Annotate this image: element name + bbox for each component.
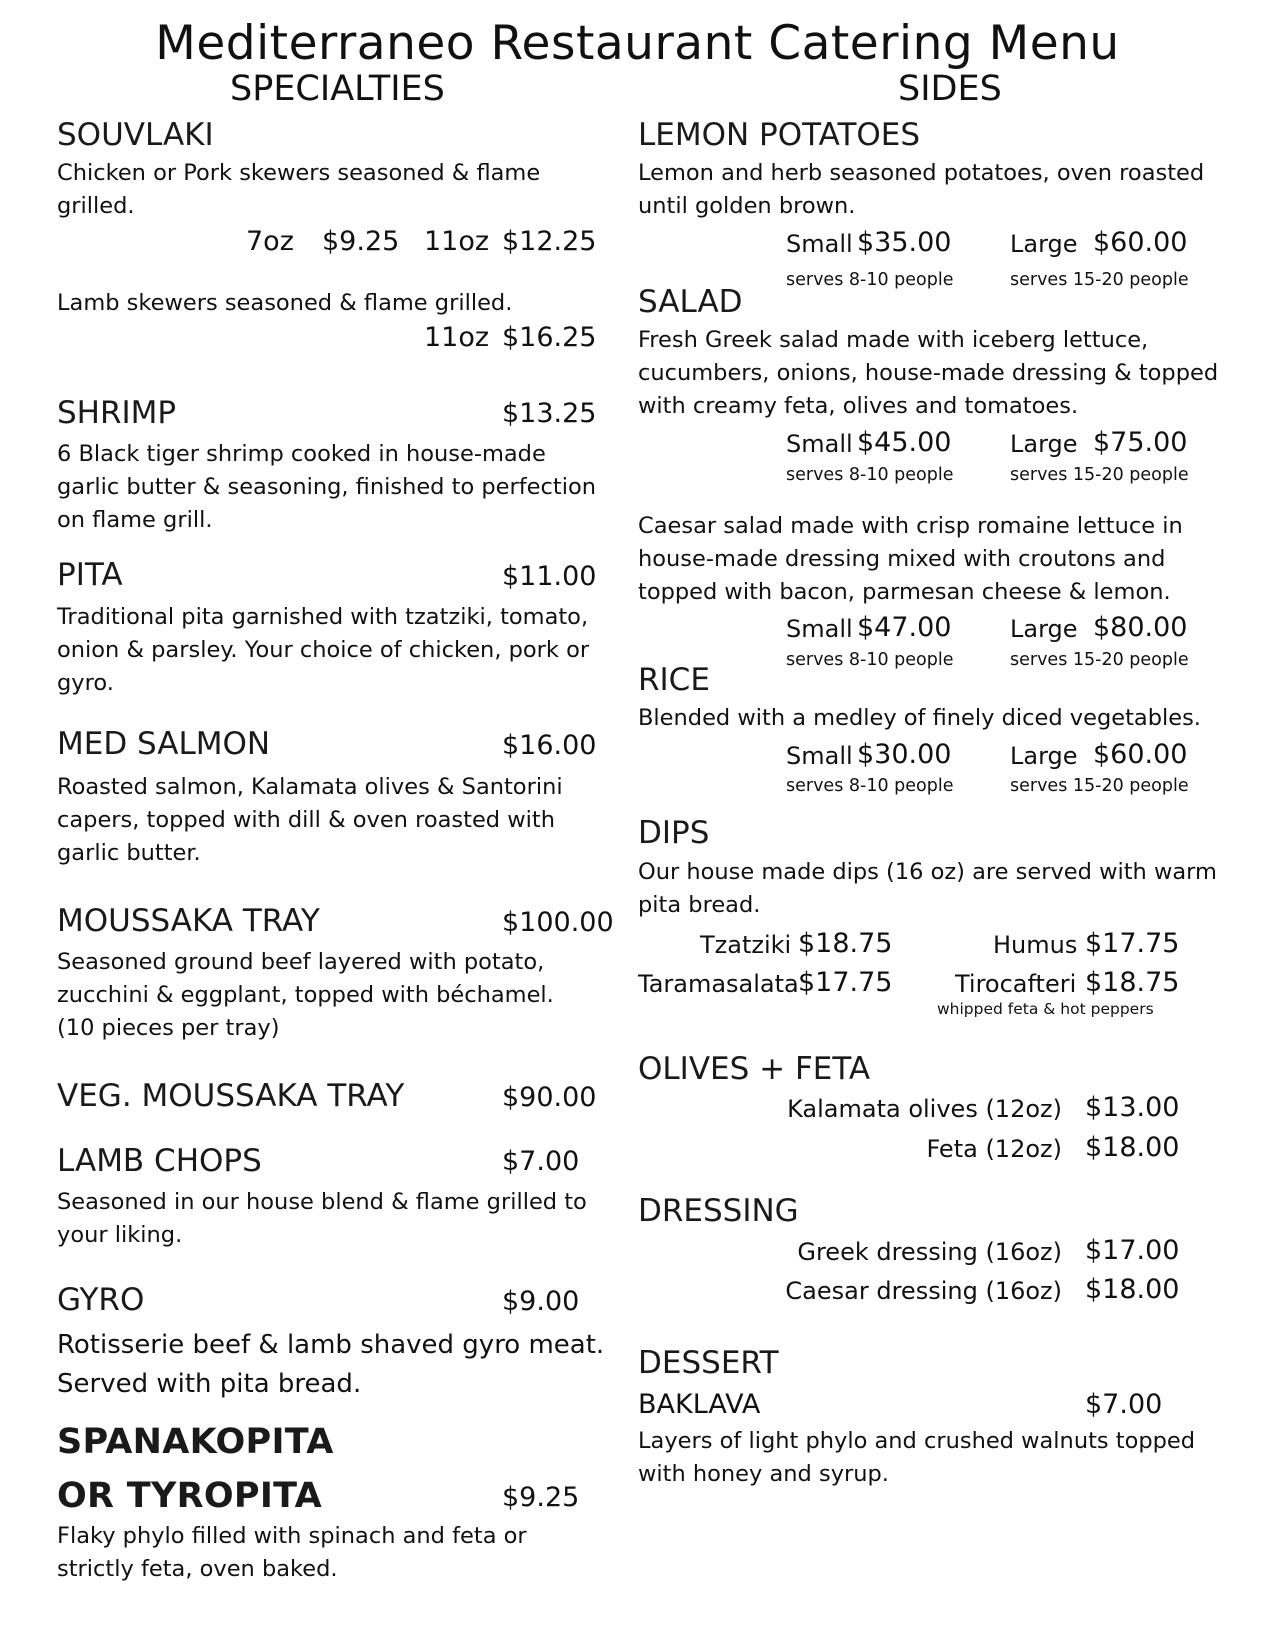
pita-price: $11.00	[502, 561, 597, 592]
spanakopita-name-line1: SPANAKOPITA	[57, 1422, 334, 1462]
veg-moussaka-name: VEG. MOUSSAKA TRAY	[57, 1078, 405, 1114]
page-title: Mediterraneo Restaurant Catering Menu	[155, 16, 1120, 71]
shrimp-price: $13.25	[502, 398, 597, 429]
dips-name: DIPS	[638, 815, 710, 851]
shrimp-desc: 6 Black tiger shrimp cooked in house-made garlic butter & seasoning, finished to perfection on flame grill.	[57, 441, 596, 533]
rice-small-price: $30.00	[857, 739, 952, 770]
baklava-desc: Layers of light phylo and crushed walnuts topped with honey and syrup.	[638, 1428, 1196, 1487]
med-salmon-name: MED SALMON	[57, 726, 271, 762]
pita-name: PITA	[57, 557, 123, 593]
lemon-potatoes-desc: Lemon and herb seasoned potatoes, oven roasted until golden brown.	[638, 160, 1205, 219]
lemon-potatoes-large-label: Large	[1010, 230, 1078, 258]
rice-large-label: Large	[1010, 742, 1078, 770]
souvlaki-size-11oz: 11oz	[424, 226, 490, 257]
baklava-price: $7.00	[1085, 1389, 1163, 1420]
baklava-name: BAKLAVA	[638, 1389, 761, 1420]
lamb-skewers-price: $16.25	[502, 322, 597, 353]
greek-dressing-label: Greek dressing (16oz)	[797, 1238, 1062, 1266]
moussaka-desc: Seasoned ground beef layered with potato, zucchini & eggplant, topped with béchamel.	[57, 949, 554, 1008]
greek-salad-small-serves: serves 8-10 people	[786, 465, 954, 485]
lamb-chops-desc: Seasoned in our house blend & flame grilled to your liking.	[57, 1189, 587, 1248]
rice-large-serves: serves 15-20 people	[1010, 776, 1189, 796]
souvlaki-price-11oz: $12.25	[502, 226, 597, 257]
spanakopita-desc: Flaky phylo filled with spinach and feta or strictly feta, oven baked.	[57, 1523, 527, 1582]
lamb-skewers-desc: Lamb skewers seasoned & flame grilled.	[57, 290, 513, 316]
shrimp-name: SHRIMP	[57, 395, 177, 431]
lemon-potatoes-small-serves: serves 8-10 people	[786, 270, 954, 290]
souvlaki-name: SOUVLAKI	[57, 117, 214, 153]
dip-tirocafteri-label: Tirocafteri	[955, 970, 1077, 998]
specialties-heading: SPECIALTIES	[230, 69, 445, 109]
lemon-potatoes-small-price: $35.00	[857, 227, 952, 258]
moussaka-price: $100.00	[502, 907, 614, 938]
feta-label: Feta (12oz)	[926, 1135, 1062, 1163]
caesar-salad-desc: Caesar salad made with crisp romaine lettuce in house-made dressing mixed with croutons and topped with bacon, parmesan cheese & lemon.	[638, 513, 1183, 605]
caesar-salad-large-price: $80.00	[1093, 612, 1188, 643]
veg-moussaka-price: $90.00	[502, 1082, 597, 1113]
greek-salad-large-price: $75.00	[1093, 427, 1188, 458]
sides-heading: SIDES	[898, 69, 1002, 109]
caesar-salad-small-serves: serves 8-10 people	[786, 650, 954, 670]
lemon-potatoes-name: LEMON POTATOES	[638, 117, 921, 153]
caesar-salad-large-serves: serves 15-20 people	[1010, 650, 1189, 670]
dip-humus-label: Humus	[993, 931, 1078, 959]
gyro-desc: Rotisserie beef & lamb shaved gyro meat. Served with pita bread.	[57, 1330, 605, 1399]
lamb-chops-price: $7.00	[502, 1146, 580, 1177]
salad-name: SALAD	[638, 284, 743, 320]
dip-tirocafteri-price: $18.75	[1085, 967, 1180, 998]
rice-small-serves: serves 8-10 people	[786, 776, 954, 796]
dip-taramasalata-price: $17.75	[798, 967, 893, 998]
olives-feta-name: OLIVES + FETA	[638, 1051, 871, 1087]
kalamata-olives-label: Kalamata olives (12oz)	[787, 1095, 1062, 1123]
gyro-name: GYRO	[57, 1282, 145, 1318]
caesar-salad-small-price: $47.00	[857, 612, 952, 643]
rice-large-price: $60.00	[1093, 739, 1188, 770]
caesar-salad-small-label: Small	[786, 615, 853, 643]
rice-desc: Blended with a medley of finely diced vegetables.	[638, 705, 1201, 731]
lamb-skewers-size: 11oz	[424, 322, 490, 353]
greek-salad-small-price: $45.00	[857, 427, 952, 458]
dip-taramasalata-label: Taramasalata	[638, 970, 799, 998]
spanakopita-price: $9.25	[502, 1482, 580, 1513]
lemon-potatoes-large-price: $60.00	[1093, 227, 1188, 258]
kalamata-olives-price: $13.00	[1085, 1092, 1180, 1123]
lemon-potatoes-large-serves: serves 15-20 people	[1010, 270, 1189, 290]
caesar-dressing-label: Caesar dressing (16oz)	[785, 1277, 1062, 1305]
gyro-price: $9.00	[502, 1286, 580, 1317]
dip-humus-price: $17.75	[1085, 928, 1180, 959]
feta-price: $18.00	[1085, 1132, 1180, 1163]
dessert-name: DESSERT	[638, 1345, 779, 1381]
med-salmon-price: $16.00	[502, 730, 597, 761]
dip-tirocafteri-note: whipped feta & hot peppers	[937, 1000, 1154, 1018]
lamb-chops-name: LAMB CHOPS	[57, 1143, 262, 1179]
pita-desc: Traditional pita garnished with tzatziki, tomato, onion & parsley. Your choice of chicken, pork or gyro.	[57, 604, 590, 696]
souvlaki-price-7oz: $9.25	[322, 226, 400, 257]
greek-salad-large-serves: serves 15-20 people	[1010, 465, 1189, 485]
souvlaki-size-7oz: 7oz	[246, 226, 294, 257]
greek-salad-small-label: Small	[786, 430, 853, 458]
dip-tzatziki-label: Tzatziki	[700, 931, 792, 959]
rice-name: RICE	[638, 662, 710, 698]
rice-small-label: Small	[786, 742, 853, 770]
moussaka-note: (10 pieces per tray)	[57, 1015, 280, 1041]
med-salmon-desc: Roasted salmon, Kalamata olives & Santorini capers, topped with dill & oven roasted with garlic butter.	[57, 774, 563, 866]
greek-dressing-price: $17.00	[1085, 1235, 1180, 1266]
caesar-salad-large-label: Large	[1010, 615, 1078, 643]
souvlaki-desc: Chicken or Pork skewers seasoned & flame grilled.	[57, 160, 541, 219]
dips-desc: Our house made dips (16 oz) are served with warm pita bread.	[638, 859, 1217, 918]
greek-salad-large-label: Large	[1010, 430, 1078, 458]
caesar-dressing-price: $18.00	[1085, 1274, 1180, 1305]
dip-tzatziki-price: $18.75	[798, 928, 893, 959]
dressing-name: DRESSING	[638, 1193, 799, 1229]
lemon-potatoes-small-label: Small	[786, 230, 853, 258]
spanakopita-name-line2: OR TYROPITA	[57, 1476, 323, 1516]
moussaka-name: MOUSSAKA TRAY	[57, 903, 320, 939]
greek-salad-desc: Fresh Greek salad made with iceberg lettuce, cucumbers, onions, house-made dressing & topped with creamy feta, olives and tomatoes.	[638, 327, 1219, 419]
